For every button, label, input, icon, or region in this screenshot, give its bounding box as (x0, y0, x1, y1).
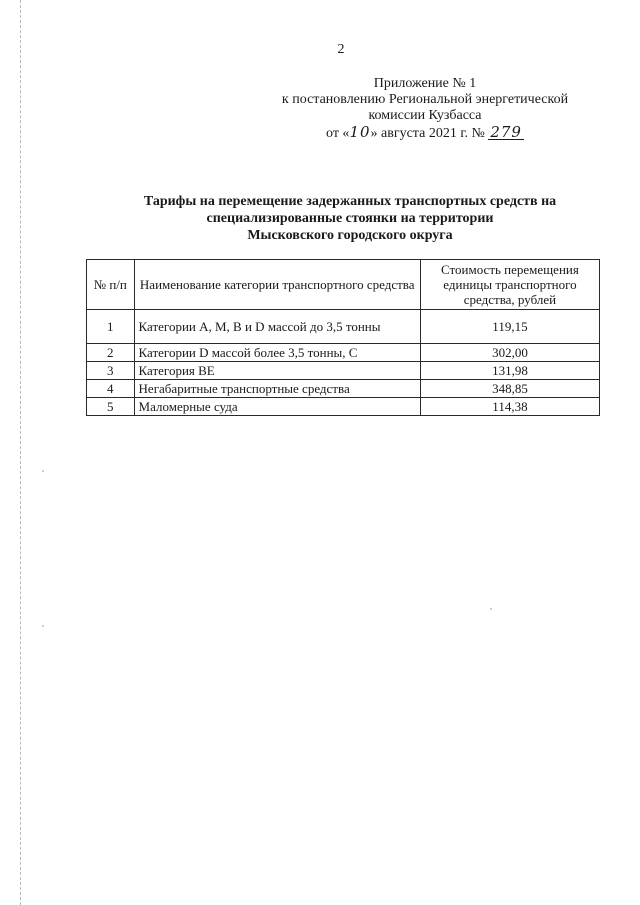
row-name: Категории D массой более 3,5 тонны, С (134, 344, 420, 362)
row-cost: 302,00 (420, 344, 599, 362)
table-row (87, 380, 600, 398)
row-cost: 348,85 (420, 380, 599, 398)
page-number: 2 (337, 42, 345, 57)
table-row (87, 362, 600, 380)
header-name: Наименование категории транспортного средства (134, 260, 420, 310)
annex-date-line (240, 124, 610, 142)
table-header-row (87, 260, 600, 310)
document-title (100, 193, 600, 244)
row-num: 4 (87, 380, 135, 398)
row-num: 1 (87, 310, 135, 344)
scan-speck (490, 608, 492, 610)
row-cost: 114,38 (420, 398, 599, 416)
table-row (87, 344, 600, 362)
date-prefix: от « (326, 126, 350, 141)
row-name: Негабаритные транспортные средства (134, 380, 420, 398)
scan-speck (42, 625, 44, 627)
title-line-2: специализированные стоянки на территории (206, 211, 494, 226)
row-name: Маломерные суда (134, 398, 420, 416)
header-num: № п/п (87, 260, 135, 310)
table-row (87, 310, 600, 344)
tariffs-table (86, 259, 600, 416)
row-num: 2 (87, 344, 135, 362)
annex-commission-line: комиссии Кузбасса (368, 108, 482, 123)
annex-title: Приложение № 1 (373, 76, 477, 91)
scan-speck (42, 470, 44, 472)
title-line-3: Мысковского городского округа (247, 228, 453, 243)
row-cost: 119,15 (420, 310, 599, 344)
annex-header (240, 76, 610, 142)
handwritten-number: 279 (490, 123, 522, 141)
scan-margin-line (20, 0, 21, 905)
date-suffix: » августа 2021 г. № (370, 126, 485, 141)
table-row (87, 398, 600, 416)
header-cost: Стоимость перемещения единицы транспортного средства, рублей (420, 260, 599, 310)
title-line-1: Тарифы на перемещение задержанных транспортных средств на (143, 194, 557, 209)
row-name: Категория ВЕ (134, 362, 420, 380)
row-name: Категории А, М, В и D массой до 3,5 тонны (134, 310, 420, 344)
handwritten-day: 10 (349, 123, 371, 141)
row-cost: 131,98 (420, 362, 599, 380)
row-num: 5 (87, 398, 135, 416)
annex-resolution-line: к постановлению Региональной энергетической (281, 92, 569, 107)
row-num: 3 (87, 362, 135, 380)
